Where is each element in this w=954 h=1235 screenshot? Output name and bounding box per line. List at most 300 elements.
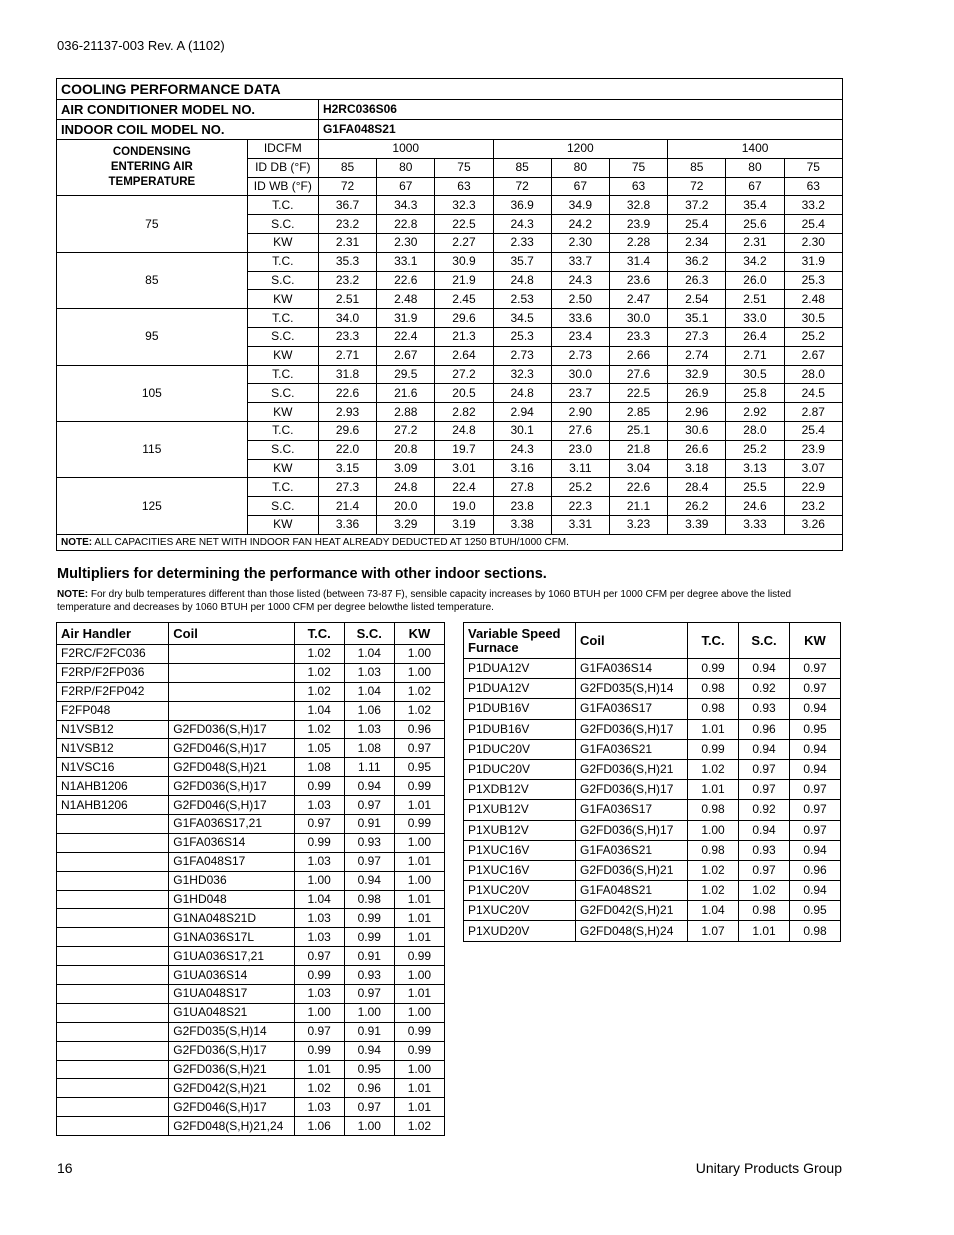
sc-cell: 1.06 (344, 701, 394, 720)
table-row (464, 659, 841, 679)
perf-value: 35.3 (318, 252, 376, 271)
kw-cell: 1.01 (394, 1079, 444, 1098)
metric-label: KW (247, 459, 318, 478)
coil-model-value: G1FA048S21 (318, 120, 842, 140)
db-value: 85 (668, 158, 726, 177)
table-row (464, 679, 841, 699)
wb-value: 67 (377, 177, 435, 196)
perf-value: 20.5 (435, 384, 493, 403)
model-cell (57, 890, 169, 909)
kw-cell: 0.94 (790, 840, 841, 860)
model-cell: P1DUA12V (464, 679, 576, 699)
document-id: 036-21137-003 Rev. A (1102) (57, 38, 225, 53)
tc-cell: 0.97 (294, 815, 344, 834)
perf-value: 30.1 (493, 421, 551, 440)
sc-cell: 1.03 (344, 663, 394, 682)
kw-cell: 0.96 (790, 860, 841, 880)
model-cell: P1DUB16V (464, 719, 576, 739)
sc-cell: 0.97 (344, 1098, 394, 1117)
perf-value: 3.31 (551, 515, 609, 534)
coil-cell: G2FD036(S,H)21 (576, 860, 688, 880)
sc-cell: 1.08 (344, 739, 394, 758)
perf-value: 2.48 (784, 290, 842, 309)
coil-cell: G2FD036(S,H)17 (576, 719, 688, 739)
tc-cell: 0.99 (294, 1041, 344, 1060)
kw-cell: 0.99 (394, 947, 444, 966)
perf-value: 27.6 (551, 421, 609, 440)
perf-value: 2.27 (435, 233, 493, 252)
perf-value: 2.33 (493, 233, 551, 252)
coil-cell: G2FD035(S,H)14 (576, 679, 688, 699)
tc-cell: 1.04 (294, 890, 344, 909)
perf-value: 32.9 (668, 365, 726, 384)
tc-cell: 0.98 (688, 800, 739, 820)
tc-cell: 0.99 (294, 833, 344, 852)
model-cell (57, 1060, 169, 1079)
perf-value: 3.19 (435, 515, 493, 534)
coil-cell: G1UA048S17 (169, 985, 294, 1004)
model-cell: P1XUB12V (464, 800, 576, 820)
table-row (57, 928, 445, 947)
tc-cell: 1.01 (688, 780, 739, 800)
air-handler-multiplier-table (56, 622, 445, 1136)
wb-value: 72 (493, 177, 551, 196)
perf-value: 24.8 (493, 271, 551, 290)
model-cell: F2RC/F2FC036 (57, 645, 169, 664)
perf-value: 2.90 (551, 403, 609, 422)
kw-cell: 0.96 (394, 720, 444, 739)
coil-cell: G1HD048 (169, 890, 294, 909)
model-cell (57, 1079, 169, 1098)
perf-value: 2.34 (668, 233, 726, 252)
table-row (57, 1079, 445, 1098)
coil-cell: G1FA036S21 (576, 840, 688, 860)
tc-cell: 1.01 (294, 1060, 344, 1079)
perf-value: 27.2 (377, 421, 435, 440)
coil-cell: G2FD046(S,H)17 (169, 739, 294, 758)
metric-label: S.C. (247, 271, 318, 290)
perf-value: 25.4 (668, 215, 726, 234)
metric-label: T.C. (247, 365, 318, 384)
perf-value: 24.3 (493, 215, 551, 234)
perf-value: 32.3 (493, 365, 551, 384)
perf-value: 31.8 (318, 365, 376, 384)
coil-cell: G1FA036S17 (576, 699, 688, 719)
perf-value: 3.13 (726, 459, 784, 478)
table-row (57, 1098, 445, 1117)
perf-value: 2.31 (318, 233, 376, 252)
perf-value: 24.8 (377, 478, 435, 497)
kw-cell: 1.02 (394, 701, 444, 720)
perf-value: 2.74 (668, 346, 726, 365)
coil-cell: G1FA036S17,21 (169, 815, 294, 834)
coil-cell: G2FD036(S,H)21 (169, 1060, 294, 1079)
table-row (464, 759, 841, 779)
table-row (57, 985, 445, 1004)
tc-cell: 1.02 (688, 860, 739, 880)
kw-cell: 1.00 (394, 1003, 444, 1022)
perf-value: 34.5 (493, 309, 551, 328)
perf-value: 19.7 (435, 440, 493, 459)
table-row (57, 682, 445, 701)
perf-value: 3.39 (668, 515, 726, 534)
metric-label: T.C. (247, 196, 318, 215)
kw-cell: 1.01 (394, 1098, 444, 1117)
perf-value: 26.4 (726, 327, 784, 346)
table-row (57, 645, 445, 664)
tc-cell: 1.02 (294, 720, 344, 739)
metric-label: KW (247, 346, 318, 365)
perf-value: 2.92 (726, 403, 784, 422)
col-header-kw: KW (790, 623, 841, 659)
perf-value: 3.07 (784, 459, 842, 478)
db-value: 75 (435, 158, 493, 177)
kw-cell: 0.97 (790, 659, 841, 679)
perf-value: 3.29 (377, 515, 435, 534)
perf-value: 25.8 (726, 384, 784, 403)
kw-cell: 1.00 (394, 833, 444, 852)
perf-value: 34.0 (318, 309, 376, 328)
perf-value: 33.1 (377, 252, 435, 271)
kw-cell: 1.01 (394, 890, 444, 909)
perf-value: 32.8 (609, 196, 667, 215)
entering-air-temp: 105 (57, 365, 248, 421)
perf-value: 23.2 (318, 215, 376, 234)
model-cell: P1XUC16V (464, 860, 576, 880)
sc-cell: 1.04 (344, 645, 394, 664)
perf-value: 22.9 (784, 478, 842, 497)
coil-cell: G2FD036(S,H)17 (576, 820, 688, 840)
model-cell: P1DUB16V (464, 699, 576, 719)
perf-value: 34.9 (551, 196, 609, 215)
tc-cell: 1.03 (294, 1098, 344, 1117)
kw-cell: 0.99 (394, 1041, 444, 1060)
kw-cell: 0.95 (790, 719, 841, 739)
perf-value: 2.73 (493, 346, 551, 365)
col-header-kw: KW (394, 623, 444, 645)
model-cell: P1DUA12V (464, 659, 576, 679)
perf-value: 19.0 (435, 497, 493, 516)
tc-cell: 1.07 (688, 921, 739, 941)
perf-value: 3.26 (784, 515, 842, 534)
coil-cell: G2FD036(S,H)17 (169, 720, 294, 739)
note-label: NOTE: (57, 589, 89, 600)
perf-value: 3.36 (318, 515, 376, 534)
coil-cell: G1UA036S14 (169, 966, 294, 985)
perf-value: 2.73 (551, 346, 609, 365)
sc-cell: 0.96 (739, 719, 790, 739)
perf-value: 36.7 (318, 196, 376, 215)
coil-cell: G2FD035(S,H)14 (169, 1022, 294, 1041)
cfm-value: 1000 (318, 140, 493, 159)
tc-cell: 1.02 (294, 645, 344, 664)
perf-value: 2.51 (726, 290, 784, 309)
perf-value: 3.18 (668, 459, 726, 478)
perf-value: 23.3 (609, 327, 667, 346)
coil-cell: G2FD036(S,H)17 (169, 777, 294, 796)
perf-value: 22.4 (435, 478, 493, 497)
coil-cell: G2FD036(S,H)17 (576, 780, 688, 800)
col-header-tc: T.C. (688, 623, 739, 659)
tc-cell: 0.98 (688, 840, 739, 860)
sc-cell: 1.00 (344, 1117, 394, 1136)
model-cell: P1XUC20V (464, 881, 576, 901)
perf-value: 31.9 (377, 309, 435, 328)
sc-cell: 1.03 (344, 720, 394, 739)
perf-value: 27.8 (493, 478, 551, 497)
tc-cell: 1.02 (294, 1079, 344, 1098)
tc-cell: 1.03 (294, 796, 344, 815)
kw-cell: 1.02 (394, 682, 444, 701)
table-row (57, 796, 445, 815)
kw-cell: 0.94 (790, 739, 841, 759)
perf-value: 33.6 (551, 309, 609, 328)
perf-value: 28.0 (726, 421, 784, 440)
perf-value: 21.8 (609, 440, 667, 459)
perf-value: 30.0 (551, 365, 609, 384)
perf-value: 2.47 (609, 290, 667, 309)
perf-value: 21.3 (435, 327, 493, 346)
tc-cell: 0.99 (294, 777, 344, 796)
perf-row (57, 196, 843, 215)
tc-cell: 1.00 (294, 1003, 344, 1022)
coil-cell: G1NA048S21D (169, 909, 294, 928)
note-text: For dry bulb temperatures different than those listed (between 73-87 F), sensible capacity increases by 1060 BTUH per 1000 CFM per degree above the listed temperature and decreases by 1060 BTUH per 1000 CFM per degree belowthe listed temperature. (57, 589, 792, 613)
perf-value: 30.6 (668, 421, 726, 440)
coil-cell: G2FD048(S,H)21,24 (169, 1117, 294, 1136)
metric-label: KW (247, 233, 318, 252)
sc-cell: 0.94 (739, 659, 790, 679)
table-row (464, 881, 841, 901)
perf-value: 27.6 (609, 365, 667, 384)
perf-value: 22.4 (377, 327, 435, 346)
sc-cell: 1.00 (344, 1003, 394, 1022)
sc-cell: 0.98 (739, 901, 790, 921)
perf-value: 22.6 (609, 478, 667, 497)
perf-value: 23.2 (318, 271, 376, 290)
model-cell: P1DUC20V (464, 739, 576, 759)
tc-cell: 0.98 (688, 679, 739, 699)
perf-value: 25.5 (726, 478, 784, 497)
perf-value: 27.3 (318, 478, 376, 497)
db-value: 80 (726, 158, 784, 177)
perf-value: 26.0 (726, 271, 784, 290)
perf-value: 25.4 (784, 421, 842, 440)
model-cell (57, 815, 169, 834)
wb-value: 63 (609, 177, 667, 196)
tc-cell: 1.03 (294, 985, 344, 1004)
coil-cell: G2FD036(S,H)21 (576, 759, 688, 779)
perf-value: 3.38 (493, 515, 551, 534)
kw-cell: 0.97 (790, 679, 841, 699)
tc-cell: 1.02 (294, 682, 344, 701)
sc-cell: 0.91 (344, 947, 394, 966)
perf-value: 2.30 (377, 233, 435, 252)
entering-air-temp: 75 (57, 196, 248, 252)
tc-cell: 0.97 (294, 947, 344, 966)
perf-value: 28.4 (668, 478, 726, 497)
condensing-label-line: ENTERING AIR (110, 161, 193, 174)
perf-value: 31.9 (784, 252, 842, 271)
entering-air-temp: 125 (57, 478, 248, 534)
table-note (57, 534, 843, 550)
perf-value: 21.4 (318, 497, 376, 516)
table-row (57, 1003, 445, 1022)
multipliers-title: Multipliers for determining the performance with other indoor sections. (57, 566, 547, 582)
note-label: NOTE: (61, 536, 93, 548)
perf-value: 2.82 (435, 403, 493, 422)
model-cell (57, 1117, 169, 1136)
perf-value: 25.3 (784, 271, 842, 290)
sc-cell: 1.02 (739, 881, 790, 901)
sc-cell: 1.04 (344, 682, 394, 701)
kw-cell: 1.00 (394, 871, 444, 890)
sc-cell: 0.98 (344, 890, 394, 909)
col-header-sc: S.C. (344, 623, 394, 645)
perf-value: 25.3 (493, 327, 551, 346)
perf-value: 23.6 (609, 271, 667, 290)
metric-label: S.C. (247, 497, 318, 516)
metric-label: S.C. (247, 440, 318, 459)
tc-cell: 0.98 (688, 699, 739, 719)
table-row (57, 1117, 445, 1136)
kw-cell: 0.98 (790, 921, 841, 941)
perf-value: 22.5 (609, 384, 667, 403)
sc-cell: 0.94 (344, 777, 394, 796)
perf-value: 30.9 (435, 252, 493, 271)
sc-cell: 0.97 (739, 780, 790, 800)
model-cell: P1XUC16V (464, 840, 576, 860)
table-row (464, 699, 841, 719)
perf-value: 23.0 (551, 440, 609, 459)
perf-value: 23.9 (609, 215, 667, 234)
table-row (464, 901, 841, 921)
model-cell: N1VSB12 (57, 739, 169, 758)
wb-value: 63 (435, 177, 493, 196)
perf-value: 26.9 (668, 384, 726, 403)
sc-cell: 0.94 (739, 820, 790, 840)
kw-cell: 0.99 (394, 1022, 444, 1041)
perf-value: 20.8 (377, 440, 435, 459)
page-number: 16 (57, 1160, 73, 1176)
sc-cell: 0.99 (344, 928, 394, 947)
model-cell: N1AHB1206 (57, 796, 169, 815)
sc-cell: 0.93 (344, 966, 394, 985)
table-row (57, 909, 445, 928)
table-row (464, 780, 841, 800)
perf-value: 22.5 (435, 215, 493, 234)
perf-value: 22.6 (377, 271, 435, 290)
col-header-coil: Coil (576, 623, 688, 659)
kw-cell: 0.97 (394, 739, 444, 758)
perf-value: 26.2 (668, 497, 726, 516)
kw-cell: 0.94 (790, 699, 841, 719)
perf-value: 22.3 (551, 497, 609, 516)
db-value: 80 (377, 158, 435, 177)
perf-value: 30.5 (784, 309, 842, 328)
perf-value: 2.67 (784, 346, 842, 365)
perf-value: 2.28 (609, 233, 667, 252)
condensing-label-line: TEMPERATURE (108, 176, 196, 189)
metric-label: KW (247, 403, 318, 422)
kw-cell: 1.00 (394, 663, 444, 682)
perf-value: 30.0 (609, 309, 667, 328)
sc-cell: 1.11 (344, 758, 394, 777)
perf-value: 24.8 (435, 421, 493, 440)
model-cell: P1XUD20V (464, 921, 576, 941)
sc-cell: 0.93 (739, 840, 790, 860)
model-cell (57, 909, 169, 928)
sc-cell: 0.94 (739, 739, 790, 759)
wb-value: 63 (784, 177, 842, 196)
model-cell (57, 966, 169, 985)
coil-cell: G2FD042(S,H)21 (576, 901, 688, 921)
perf-value: 23.4 (551, 327, 609, 346)
id-db-label: ID DB (°F) (247, 158, 318, 177)
tc-cell: 1.03 (294, 909, 344, 928)
sc-cell: 0.97 (344, 985, 394, 1004)
condensing-label-line: CONDENSING (112, 146, 191, 159)
perf-value: 2.31 (726, 233, 784, 252)
coil-cell: G1HD036 (169, 871, 294, 890)
tc-cell: 1.01 (688, 719, 739, 739)
perf-value: 3.23 (609, 515, 667, 534)
sc-cell: 0.97 (344, 796, 394, 815)
metric-label: T.C. (247, 252, 318, 271)
model-cell: P1XUB12V (464, 820, 576, 840)
sc-cell: 0.94 (344, 871, 394, 890)
table-row (57, 758, 445, 777)
tc-cell: 1.00 (294, 871, 344, 890)
perf-value: 2.30 (551, 233, 609, 252)
perf-value: 25.2 (726, 440, 784, 459)
coil-cell: G2FD046(S,H)17 (169, 1098, 294, 1117)
perf-value: 29.6 (435, 309, 493, 328)
table-row (464, 800, 841, 820)
sc-cell: 1.01 (739, 921, 790, 941)
perf-value: 27.2 (435, 365, 493, 384)
coil-cell: G1FA036S17 (576, 800, 688, 820)
model-cell: N1VSC16 (57, 758, 169, 777)
perf-value: 2.93 (318, 403, 376, 422)
tc-cell: 0.99 (688, 659, 739, 679)
idcfm-label: IDCFM (247, 140, 318, 159)
tc-cell: 1.03 (294, 852, 344, 871)
coil-cell: G1FA036S14 (576, 659, 688, 679)
perf-row (57, 309, 843, 328)
table-row (57, 739, 445, 758)
coil-cell: G2FD042(S,H)21 (169, 1079, 294, 1098)
coil-cell (169, 645, 294, 664)
perf-value: 21.1 (609, 497, 667, 516)
col-header-tc: T.C. (294, 623, 344, 645)
metric-label: T.C. (247, 478, 318, 497)
perf-value: 23.7 (551, 384, 609, 403)
multipliers-note (57, 589, 847, 614)
kw-cell: 0.99 (394, 815, 444, 834)
sc-cell: 0.97 (739, 759, 790, 779)
perf-value: 23.8 (493, 497, 551, 516)
perf-value: 2.54 (668, 290, 726, 309)
db-value: 75 (609, 158, 667, 177)
tc-cell: 1.05 (294, 739, 344, 758)
model-cell (57, 852, 169, 871)
table-row (57, 1022, 445, 1041)
col-header-air-handler: Air Handler (57, 623, 169, 645)
perf-row (57, 365, 843, 384)
perf-value: 3.33 (726, 515, 784, 534)
table-row (464, 719, 841, 739)
